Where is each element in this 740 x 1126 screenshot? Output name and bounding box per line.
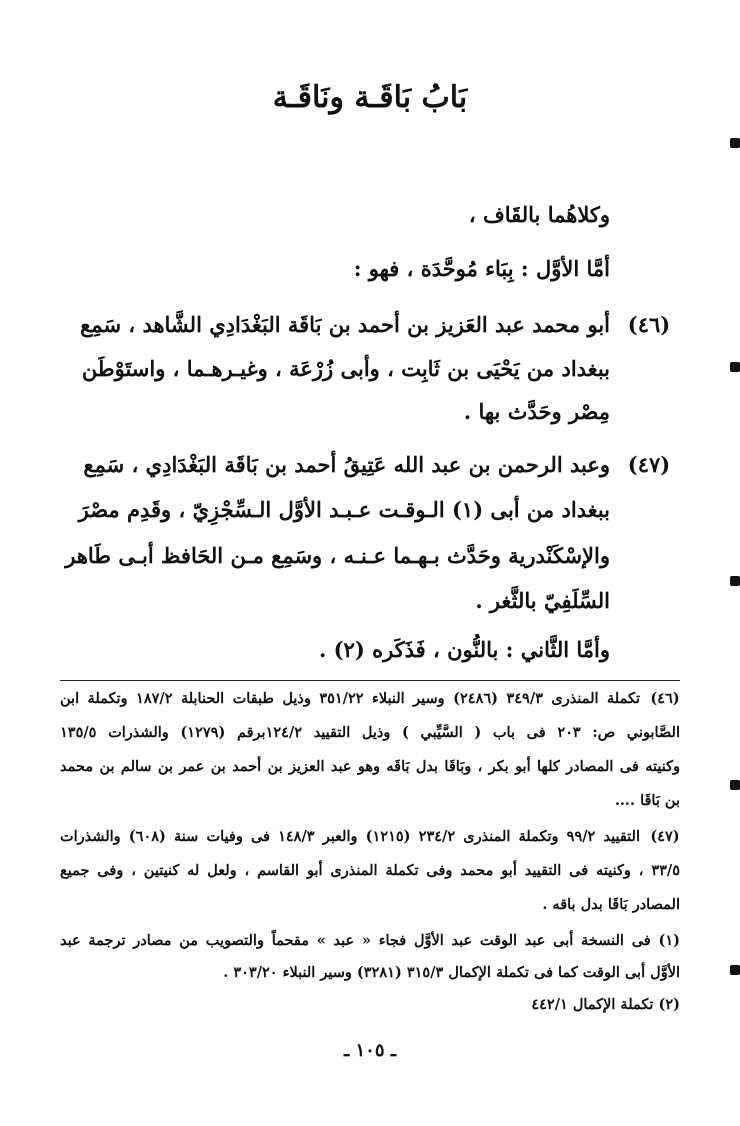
body-line: ببغداد من أبى (١) الـوقـت عـبـد الأوَّل الـسِّجْزِيّ ، وقَدِم مصْرَ xyxy=(78,497,610,522)
body-line: ببغداد من يَحْيَى بن ثَابِت ، وأبى زُرْعَة ، وغيـرهـما ، واستَوْطَن xyxy=(81,356,610,381)
footnote-line: (٢) تكملة الإكمال ٤٤٢/١ xyxy=(531,996,680,1013)
binding-mark xyxy=(730,362,740,372)
footnote-divider xyxy=(60,680,680,681)
binding-mark xyxy=(730,780,740,790)
footnote-label-47: (٤٧) xyxy=(650,828,680,845)
entry-number-47: (٤٧) xyxy=(627,452,671,477)
footnote-label-46: (٤٦) xyxy=(650,690,680,707)
footnote-line: تكملة المنذرى ٣٤٩/٣ (٢٤٨٦) وسير النبلاء ٣٥١/٢٢ وذيل طبقات الحنابلة ١٨٧/٢ وتكملة ابن xyxy=(60,690,641,707)
footnote-line: الصَّابوني ص: ٢٠٣ فى باب ( السَّيِّبي ) وذيل التقييد ١٢٤/٢برقم (١٢٧٩) والشذرات ١٣٥/٥ xyxy=(60,724,680,741)
chapter-title: بَابُ بَاقَـة ونَاقَـة xyxy=(272,80,468,115)
binding-mark xyxy=(730,138,740,148)
footnote-line: الأوَّل أبى الوقت كما فى تكملة الإكمال ٣١٥/٣ (٣٢٨١) وسير النبلاء ٣٠٣/٢٠ . xyxy=(223,964,680,981)
body-line: مِصْر وحَدَّث بها . xyxy=(463,399,610,424)
body-line: أبو محمد عبد العَزيز بن أحمد بن بَاقَة البَغْدَادِي الشَّاهد ، سَمِع xyxy=(80,312,610,337)
footnote-line: ٣٣/٥ ، وكنيته فى التقييد أبو محمد وفى تكملة المنذرى أبو القاسم ، ولعل له كنيتين ، وفى جميع xyxy=(60,862,680,879)
body-line: والإسْكَنْدرية وحَدَّث بـهـما عـنـه ، وسَمِع مـن الحَافظ أبـى طَاهر xyxy=(65,543,610,568)
footnote-line: التقييد ٩٩/٢ وتكملة المنذرى ٢٣٤/٢ (١٢١٥) والعبر ١٤٨/٣ فى وفيات سنة (٦٠٨) والشذرات xyxy=(60,828,640,845)
binding-mark xyxy=(730,965,740,975)
page-number: ـ ١٠٥ ـ xyxy=(343,1040,397,1061)
body-line: وأمَّا الثَّاني : بالنُّون ، فَذَكَره (٢) . xyxy=(318,637,610,662)
binding-mark xyxy=(730,576,740,586)
body-line: أمَّا الأوَّل : بِبَاء مُوحَّدَة ، فهو : xyxy=(353,256,610,281)
footnote-line: وكنيته فى المصادر كلها أبو بكر ، وبَاقَا بدل بَاقَه وهو عبد العزيز بن أحمد بن عمر بن سالم بن محمد xyxy=(60,758,680,775)
footnote-line: (١) فى النسخة أبى عبد الوقت عبد الأوَّل فجاء « عبد » مقحماً والتصويب من مصادر ترجمة عبد xyxy=(60,932,680,949)
body-line: السِّلَفِيّ بالثَّغر . xyxy=(475,588,610,613)
body-line: وعبد الرحمن بن عبد الله عَتِيقُ أحمد بن بَاقَة البَغْدَادِي ، سَمِع xyxy=(83,452,610,477)
entry-number-46: (٤٦) xyxy=(627,312,671,337)
footnote-line: المصادر بَاقَا بدل باقه . xyxy=(542,896,680,913)
body-line: وكلاهُما بالقَاف ، xyxy=(468,202,610,227)
footnote-line: بن بَاقَا .... xyxy=(614,792,680,809)
